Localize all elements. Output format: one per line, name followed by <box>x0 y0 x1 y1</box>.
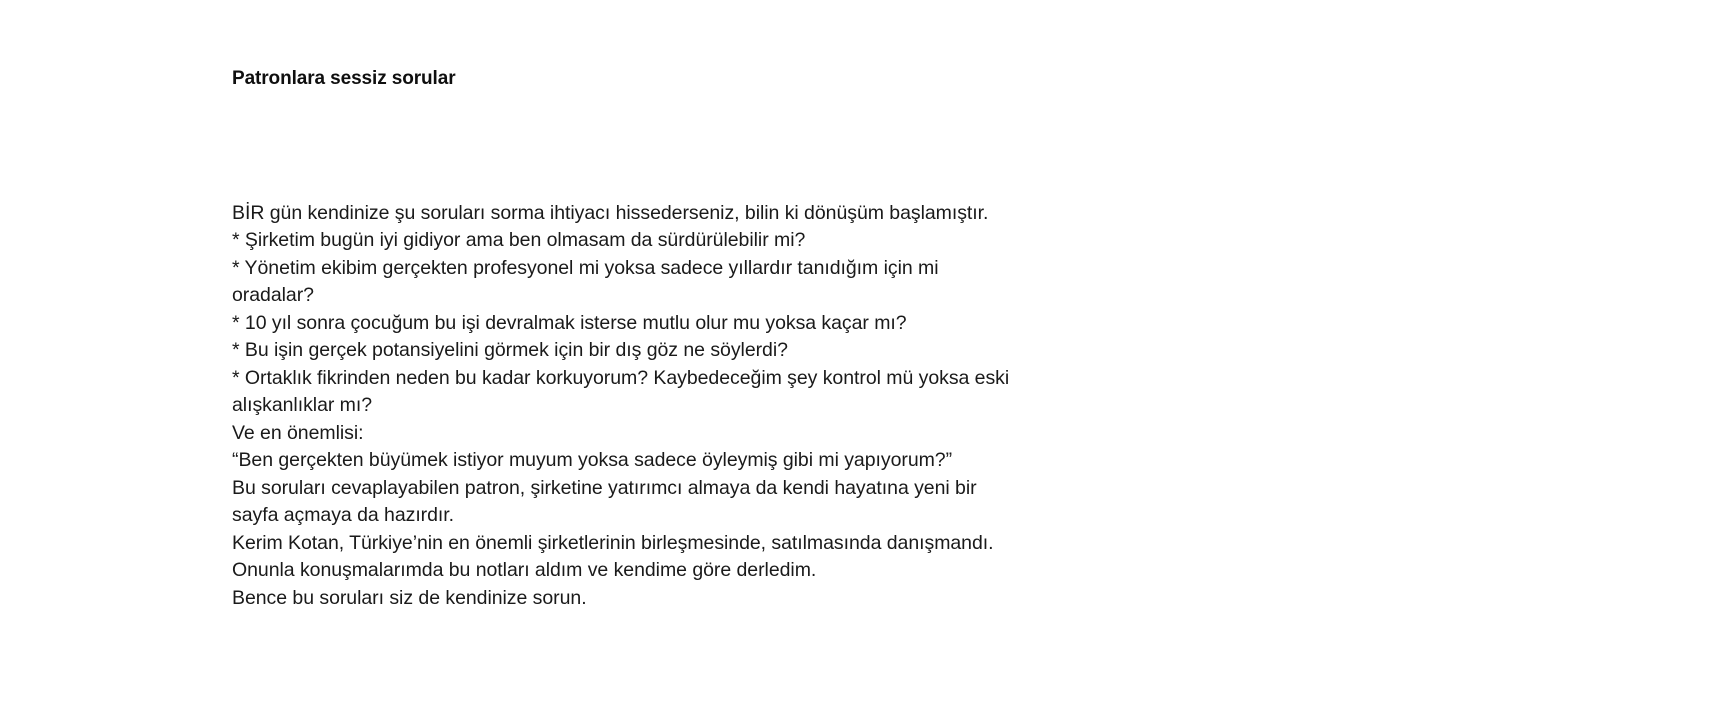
body-paragraph: Bence bu soruları siz de kendinize sorun. <box>232 586 587 609</box>
body-paragraph: Bu soruları cevaplayabilen patron, şirketine yatırımcı almaya da kendi hayatına yeni bir sayfa açmaya da hazırdır. <box>232 476 977 527</box>
body-paragraph: * Şirketim bugün iyi gidiyor ama ben olmasam da sürdürülebilir mi? <box>232 229 806 252</box>
body-paragraph: * Bu işin gerçek potansiyelini görmek için bir dış göz ne söylerdi? <box>232 339 788 362</box>
body-paragraph: “Ben gerçekten büyümek istiyor muyum yoksa sadece öyleymiş gibi mi yapıyorum?” <box>232 449 953 472</box>
body-paragraph: Ve en önemlisi: <box>232 421 364 444</box>
body-paragraph: * 10 yıl sonra çocuğum bu işi devralmak isterse mutlu olur mu yoksa kaçar mı? <box>232 311 907 334</box>
article-content <box>232 66 1022 612</box>
body-paragraph: Kerim Kotan, Türkiye’nin en önemli şirketlerinin birleşmesinde, satılmasında danışmandı. Onunla konuşmalarımda bu notları aldım ve kendime göre derledim. <box>232 531 994 582</box>
body-paragraph: BİR gün kendinize şu soruları sorma ihtiyacı hissederseniz, bilin ki dönüşüm başlamıştır. <box>232 201 989 224</box>
body-paragraph: * Yönetim ekibim gerçekten profesyonel mi yoksa sadece yıllardır tanıdığım için mi oradalar? <box>232 256 939 307</box>
page-title: Patronlara sessiz sorular <box>232 68 456 89</box>
body-paragraph: * Ortaklık fikrinden neden bu kadar korkuyorum? Kaybedeceğim şey kontrol mü yoksa eski alışkanlıklar mı? <box>232 366 1010 417</box>
article-body <box>232 200 1022 613</box>
